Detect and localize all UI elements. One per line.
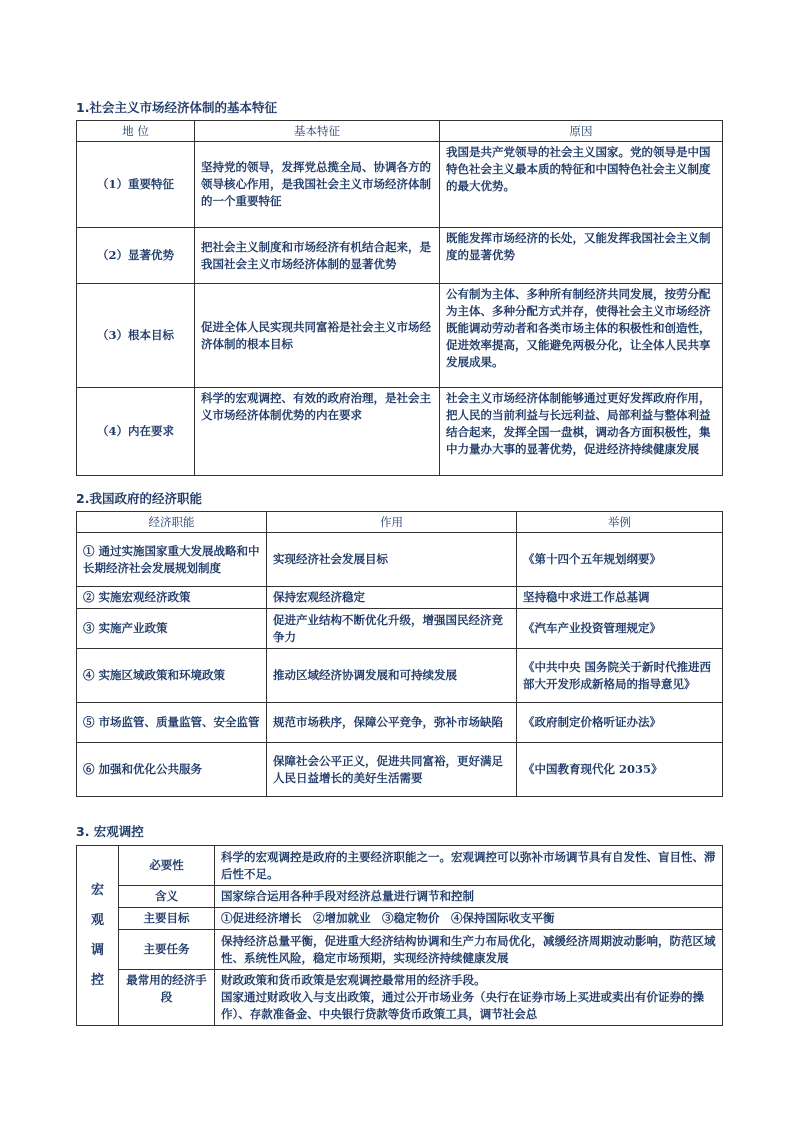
row-content: ①促进经济增长 ②增加就业 ③稳定物价 ④保持国际收支平衡 (215, 908, 723, 930)
table-row (77, 228, 723, 284)
table-row (77, 284, 723, 388)
feature-cell: 坚持党的领导，发挥党总揽全局、协调各方的领导核心作用，是我国社会主义市场经济体制的一个重要特征 (195, 142, 440, 228)
function-cell: ⑤ 市场监管、质量监管、安全监管 (77, 703, 267, 743)
row-label-meaning: 含义 (119, 886, 215, 908)
row-content-line: 财政政策和货币政策是宏观调控最常用的经济手段。 (221, 973, 486, 987)
example-cell: 《中国教育现代化 2035》 (517, 743, 723, 797)
table-header-row (77, 512, 723, 533)
feature-cell: 把社会主义制度和市场经济有机结合起来，是我国社会主义市场经济体制的显著优势 (195, 228, 440, 284)
position-cell: （1）重要特征 (77, 142, 195, 228)
function-cell: ① 通过实施国家重大发展战略和中长期经济社会发展规划制度 (77, 533, 267, 587)
row-content-line: 国家通过财政收入与支出政策，通过公开市场业务（央行在证券市场上买进或卖出有价证券的操作）、存款准备金、中央银行贷款等货币政策工具，调节社会总 (221, 990, 704, 1021)
side-char: 控 (90, 972, 104, 988)
function-cell: ④ 实施区域政策和环境政策 (77, 649, 267, 703)
table-row (77, 142, 723, 228)
table-row (77, 908, 723, 930)
row-content: 科学的宏观调控是政府的主要经济职能之一。宏观调控可以弥补市场调节具有自发性、盲目性、滞后性不足。 (215, 846, 723, 886)
example-cell: 《第十四个五年规划纲要》 (517, 533, 723, 587)
function-cell: ⑥ 加强和优化公共服务 (77, 743, 267, 797)
table-header-row (77, 121, 723, 142)
table-row (77, 388, 723, 476)
header-function: 经济职能 (77, 512, 267, 533)
row-label-necessity: 必要性 (119, 846, 215, 886)
table-row (77, 970, 723, 1026)
feature-cell: 科学的宏观调控、有效的政府治理，是社会主义市场经济体制优势的内在要求 (195, 388, 440, 476)
table-row (77, 533, 723, 587)
table-row (77, 886, 723, 908)
row-label-economic-means: 最常用的经济手段 (119, 970, 215, 1026)
table-row (77, 846, 723, 886)
reason-cell: 公有制为主体、多种所有制经济共同发展，按劳分配为主体、多种分配方式并存，使得社会主义市场经济既能调动劳动者和各类市场主体的积极性和创造性，促进效率提高，又能避免两极分化，让全体人民共享发展成果。 (440, 284, 723, 388)
table-row (77, 743, 723, 797)
row-content (215, 970, 723, 1026)
header-position: 地 位 (77, 121, 195, 142)
macro-control-table (76, 845, 723, 1026)
side-char: 观 (90, 912, 104, 928)
section-1-title: 1.社会主义市场经济体制的基本特征 (76, 100, 277, 115)
side-char: 宏 (90, 882, 104, 898)
table-row (77, 930, 723, 970)
market-economy-features-table (76, 120, 723, 476)
position-cell: （3）根本目标 (77, 284, 195, 388)
table-row (77, 609, 723, 649)
side-char: 调 (90, 942, 104, 958)
table-row (77, 587, 723, 609)
header-feature: 基本特征 (195, 121, 440, 142)
row-label-main-goals: 主要目标 (119, 908, 215, 930)
reason-cell: 社会主义市场经济体制能够通过更好发挥政府作用，把人民的当前利益与长远利益、局部利益与整体利益结合起来，发挥全国一盘棋，调动各方面积极性，集中力量办大事的显著优势，促进经济持续健康发展 (440, 388, 723, 476)
header-example: 举例 (517, 512, 723, 533)
row-label-main-tasks: 主要任务 (119, 930, 215, 970)
feature-cell: 促进全体人民实现共同富裕是社会主义市场经济体制的根本目标 (195, 284, 440, 388)
header-reason: 原因 (440, 121, 723, 142)
header-effect: 作用 (267, 512, 517, 533)
example-cell: 《中共中央 国务院关于新时代推进西部大开发形成新格局的指导意见》 (517, 649, 723, 703)
effect-cell: 推动区域经济协调发展和可持续发展 (267, 649, 517, 703)
section-2-title: 2.我国政府的经济职能 (76, 491, 202, 506)
position-cell: （4）内在要求 (77, 388, 195, 476)
macro-control-side-label (77, 846, 119, 1026)
reason-cell: 我国是共产党领导的社会主义国家。党的领导是中国特色社会主义最本质的特征和中国特色社会主义制度的最大优势。 (440, 142, 723, 228)
example-cell: 《政府制定价格听证办法》 (517, 703, 723, 743)
reason-cell: 既能发挥市场经济的长处，又能发挥我国社会主义制度的显著优势 (440, 228, 723, 284)
table-row (77, 703, 723, 743)
row-content: 保持经济总量平衡，促进重大经济结构协调和生产力布局优化，减缓经济周期波动影响，防范区域性、系统性风险，稳定市场预期，实现经济持续健康发展 (215, 930, 723, 970)
effect-cell: 保障社会公平正义，促进共同富裕，更好满足人民日益增长的美好生活需要 (267, 743, 517, 797)
function-cell: ② 实施宏观经济政策 (77, 587, 267, 609)
effect-cell: 保持宏观经济稳定 (267, 587, 517, 609)
effect-cell: 促进产业结构不断优化升级，增强国民经济竞争力 (267, 609, 517, 649)
position-cell: （2）显著优势 (77, 228, 195, 284)
example-cell: 《汽车产业投资管理规定》 (517, 609, 723, 649)
row-content: 国家综合运用各种手段对经济总量进行调节和控制 (215, 886, 723, 908)
function-cell: ③ 实施产业政策 (77, 609, 267, 649)
effect-cell: 实现经济社会发展目标 (267, 533, 517, 587)
government-economic-functions-table (76, 511, 723, 797)
section-3-title: 3. 宏观调控 (76, 824, 144, 839)
example-cell: 坚持稳中求进工作总基调 (517, 587, 723, 609)
effect-cell: 规范市场秩序，保障公平竞争，弥补市场缺陷 (267, 703, 517, 743)
table-row (77, 649, 723, 703)
